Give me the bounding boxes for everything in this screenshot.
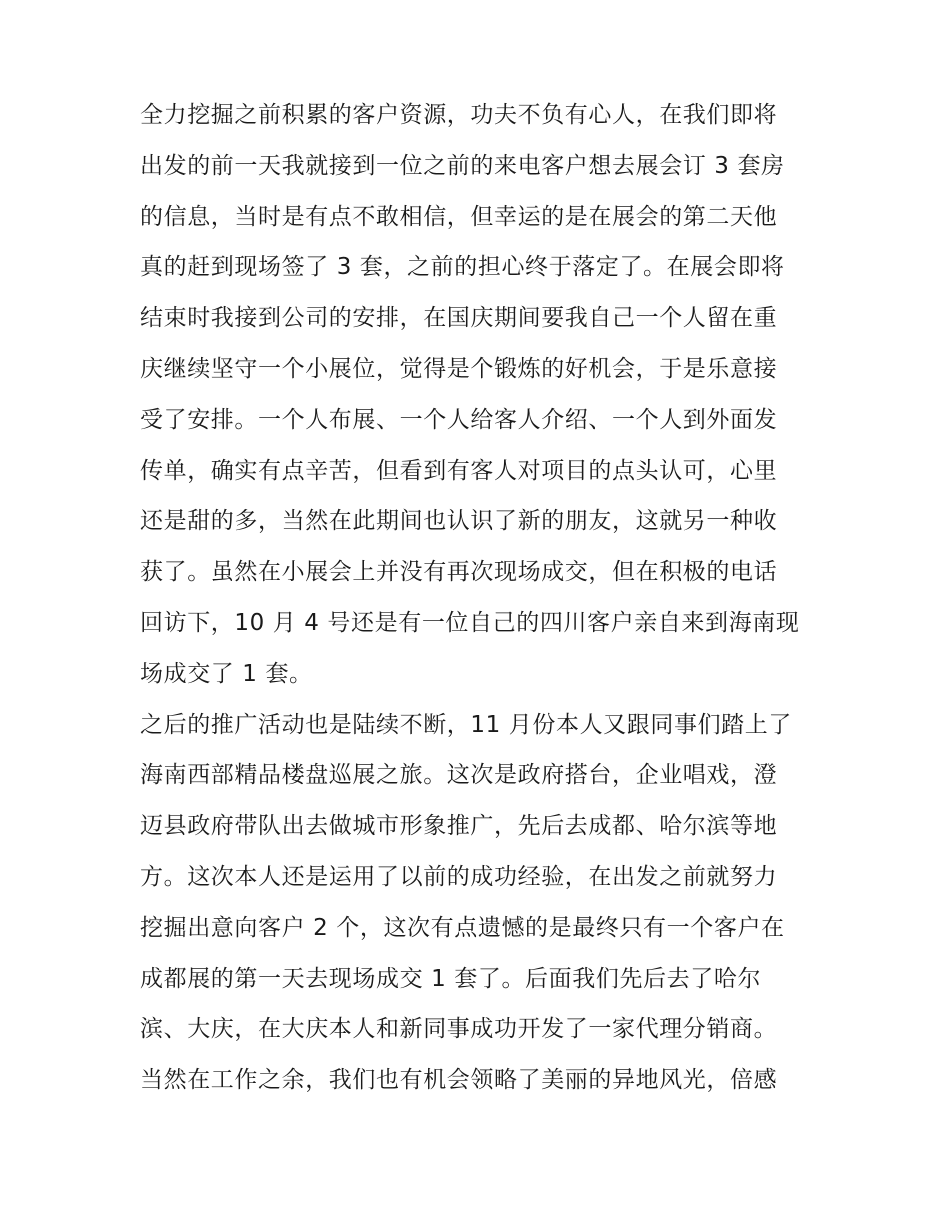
text-line-8: 传单，确实有点辛苦，但看到有客人对项目的点头认可，心里 [140,457,778,484]
text-line-1: 全力挖掘之前积累的客户资源，功夫不负有心人，在我们即将 [140,102,778,128]
text-line-13: 之后的推广活动也是陆续不断，11 月份本人又跟同事们踏上了 [140,711,792,738]
text-line-9: 还是甜的多，当然在此期间也认识了新的朋友，这就另一种收 [140,508,778,535]
text-line-20: 当然在工作之余，我们也有机会领略了美丽的异地风光，倍感 [140,1067,778,1094]
text-line-4: 真的赶到现场签了 3 套，之前的担心终于落定了。在展会即将 [140,254,785,281]
text-line-10: 获了。虽然在小展会上并没有再次现场成交，但在积极的电话 [140,559,778,586]
text-line-3: 的信息，当时是有点不敢相信，但幸运的是在展会的第二天他 [140,203,778,230]
text-line-5: 结束时我接到公司的安排，在国庆期间要我自己一个人留在重 [140,305,778,332]
text-line-15: 迈县政府带队出去做城市形象推广，先后去成都、哈尔滨等地 [140,813,778,840]
text-line-6: 庆继续坚守一个小展位，觉得是个锻炼的好机会，于是乐意接 [140,355,778,382]
text-line-7: 受了安排。一个人布展、一个人给客人介绍、一个人到外面发 [140,406,778,433]
text-line-16: 方。这次本人还是运用了以前的成功经验，在出发之前就努力 [140,863,778,890]
text-line-2: 出发的前一天我就接到一位之前的来电客户想去展会订 3 套房 [140,152,785,179]
text-line-12: 场成交了 1 套。 [140,660,313,687]
text-line-17: 挖掘出意向客户 2 个，这次有点遗憾的是最终只有一个客户在 [140,914,785,941]
text-line-19: 滨、大庆，在大庆本人和新同事成功开发了一家代理分销商。 [140,1016,778,1043]
text-line-11: 回访下，10 月 4 号还是有一位自己的四川客户亲自来到海南现 [140,609,800,636]
text-line-18: 成都展的第一天去现场成交 1 套了。后面我们先后去了哈尔 [140,965,762,992]
body-text [140,104,820,1120]
text-line-14: 海南西部精品楼盘巡展之旅。这次是政府搭台，企业唱戏，澄 [140,762,778,789]
